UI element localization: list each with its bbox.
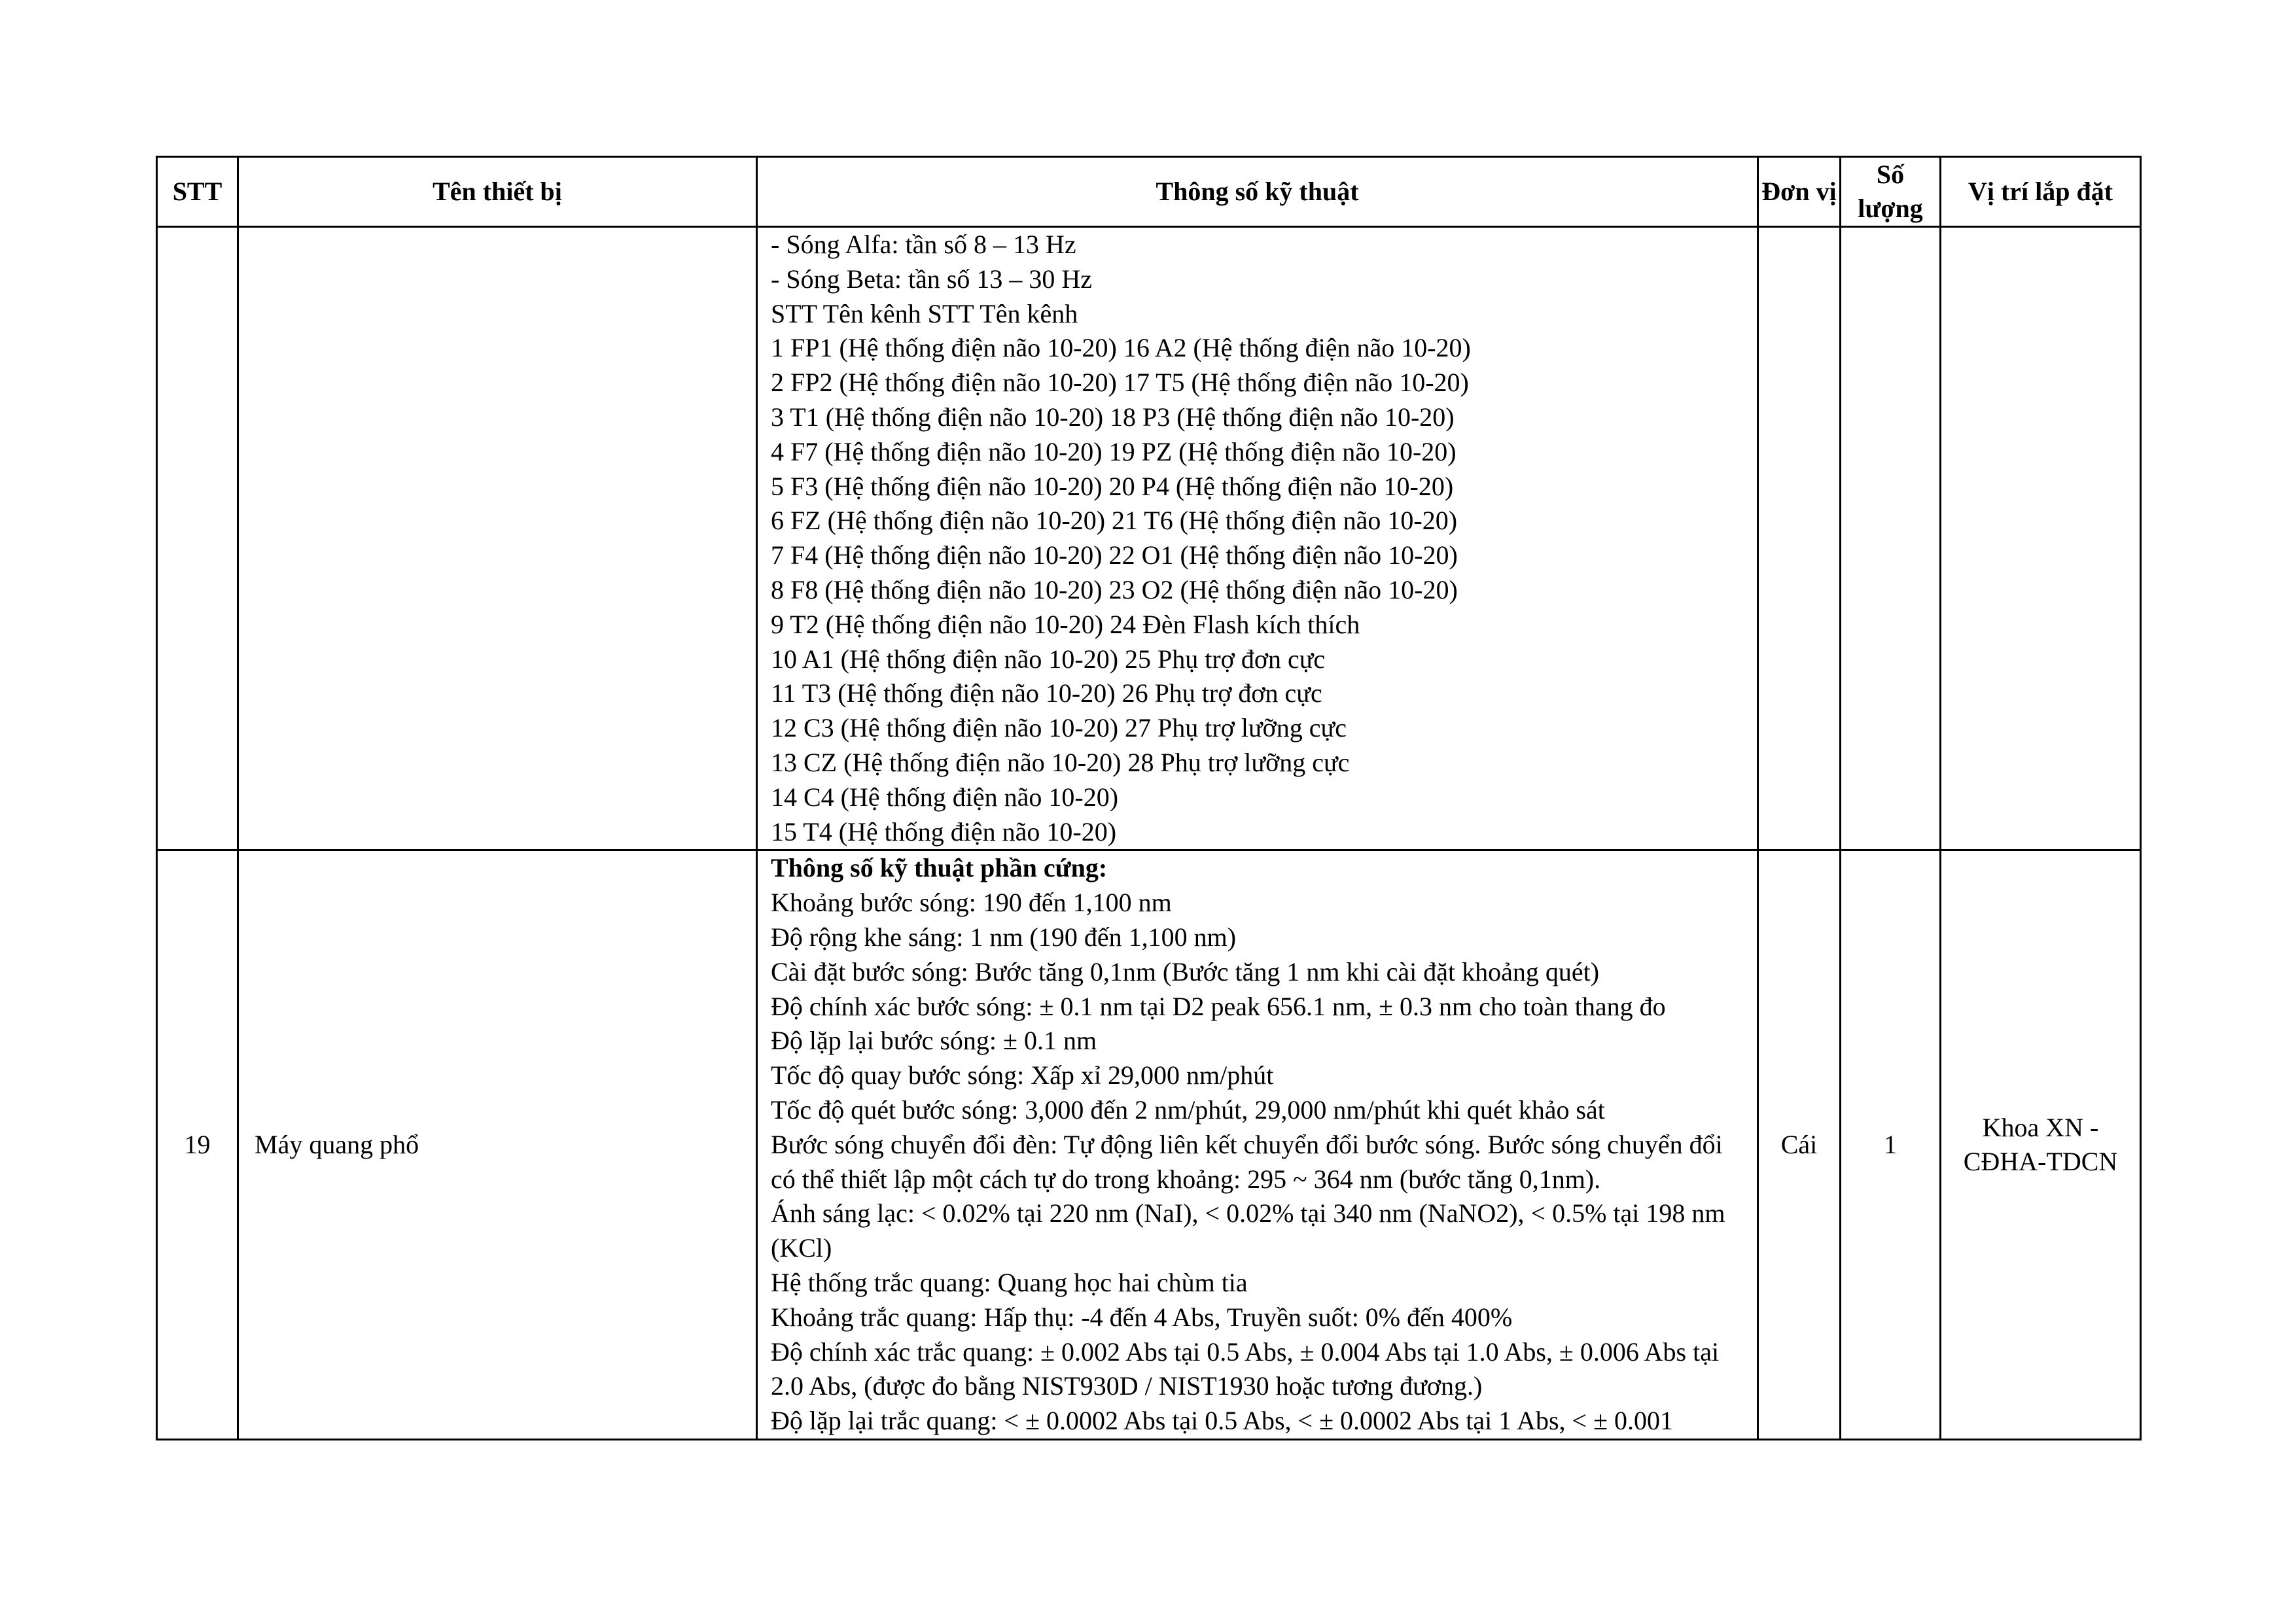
cell-install-location: Khoa XN - CĐHA-TDCN (1941, 850, 2141, 1440)
spec-heading: Thông số kỹ thuật phần cứng: (771, 853, 1108, 883)
spec-line: 2 FP2 (Hệ thống điện não 10-20) 17 T5 (Hệ thống điện não 10-20) (771, 368, 1469, 398)
spec-line: 9 T2 (Hệ thống điện não 10-20) 24 Đèn Flash kích thích (771, 609, 1360, 639)
cell-stt (157, 227, 238, 850)
table-header-row (157, 157, 2141, 227)
cell-device-name: Máy quang phổ (238, 850, 757, 1440)
spec-line: 3 T1 (Hệ thống điện não 10-20) 18 P3 (Hệ thống điện não 10-20) (771, 402, 1455, 432)
table-row (157, 227, 2141, 850)
spec-line: Tốc độ quay bước sóng: Xấp xỉ 29,000 nm/phút (771, 1060, 1274, 1091)
cell-specifications (757, 850, 1758, 1440)
spec-line: Độ lặp lại bước sóng: ± 0.1 nm (771, 1026, 1097, 1056)
spec-line: - Sóng Alfa: tần số 8 – 13 Hz (771, 230, 1076, 259)
spec-line: 8 F8 (Hệ thống điện não 10-20) 23 O2 (Hệ thống điện não 10-20) (771, 574, 1458, 604)
spec-line: Độ chính xác trắc quang: ± 0.002 Abs tại 0.5 Abs, ± 0.004 Abs tại 1.0 Abs, ± 0.006 Abs tại 2.0 Abs, (được đo bằng NIST930D / NIST1930 hoặc tương đương.) (771, 1336, 1720, 1401)
spec-line: 1 FP1 (Hệ thống điện não 10-20) 16 A2 (Hệ thống điện não 10-20) (771, 333, 1471, 363)
spec-line: STT Tên kênh STT Tên kênh (771, 298, 1078, 328)
spec-line: Tốc độ quét bước sóng: 3,000 đến 2 nm/phút, 29,000 nm/phút khi quét khảo sát (771, 1094, 1605, 1125)
equipment-spec-table (156, 156, 2142, 1440)
table-row (157, 850, 2141, 1440)
spec-line: 6 FZ (Hệ thống điện não 10-20) 21 T6 (Hệ thống điện não 10-20) (771, 506, 1458, 536)
spec-line: Ánh sáng lạc: < 0.02% tại 220 nm (NaI), < 0.02% tại 340 nm (NaNO2), < 0.5% tại 198 nm (KCl) (771, 1198, 1725, 1263)
spec-line: Cài đặt bước sóng: Bước tăng 0,1nm (Bước tăng 1 nm khi cài đặt khoảng quét) (771, 956, 1600, 986)
spec-line: 5 F3 (Hệ thống điện não 10-20) 20 P4 (Hệ thống điện não 10-20) (771, 471, 1454, 501)
spec-line: - Sóng Beta: tần số 13 – 30 Hz (771, 264, 1093, 294)
cell-device-name (238, 227, 757, 850)
spec-line: Hệ thống trắc quang: Quang học hai chùm tia (771, 1267, 1248, 1297)
spec-line: 11 T3 (Hệ thống điện não 10-20) 26 Phụ trợ đơn cực (771, 678, 1322, 708)
spec-line: Khoảng trắc quang: Hấp thụ: -4 đến 4 Abs, Truyền suốt: 0% đến 400% (771, 1302, 1513, 1332)
cell-unit (1758, 227, 1841, 850)
spec-line: 14 C4 (Hệ thống điện não 10-20) (771, 782, 1119, 812)
cell-quantity: 1 (1841, 850, 1941, 1440)
cell-stt: 19 (157, 850, 238, 1440)
spec-line: Độ chính xác bước sóng: ± 0.1 nm tại D2 peak 656.1 nm, ± 0.3 nm cho toàn thang đo (771, 991, 1666, 1021)
cell-specifications (757, 227, 1758, 850)
cell-quantity (1841, 227, 1941, 850)
header-install-location: Vị trí lắp đặt (1941, 157, 2141, 227)
header-quantity: Số lượng (1841, 157, 1941, 227)
spec-line: 13 CZ (Hệ thống điện não 10-20) 28 Phụ trợ lưỡng cực (771, 747, 1350, 777)
spec-line: 12 C3 (Hệ thống điện não 10-20) 27 Phụ trợ lưỡng cực (771, 713, 1347, 743)
cell-install-location (1941, 227, 2141, 850)
spec-line: Độ lặp lại trắc quang: < ± 0.0002 Abs tại 0.5 Abs, < ± 0.0002 Abs tại 1 Abs, < ± 0.001 (771, 1406, 1674, 1436)
spec-line: 10 A1 (Hệ thống điện não 10-20) 25 Phụ trợ đơn cực (771, 644, 1326, 674)
spec-line: 7 F4 (Hệ thống điện não 10-20) 22 O1 (Hệ thống điện não 10-20) (771, 540, 1458, 570)
spec-line: Độ rộng khe sáng: 1 nm (190 đến 1,100 nm) (771, 922, 1237, 952)
cell-unit: Cái (1758, 850, 1841, 1440)
spec-line: Khoảng bước sóng: 190 đến 1,100 nm (771, 888, 1172, 918)
header-specifications: Thông số kỹ thuật (757, 157, 1758, 227)
header-stt: STT (157, 157, 238, 227)
spec-line: 4 F7 (Hệ thống điện não 10-20) 19 PZ (Hệ thống điện não 10-20) (771, 436, 1457, 466)
header-unit: Đơn vị (1758, 157, 1841, 227)
header-device-name: Tên thiết bị (238, 157, 757, 227)
spec-line: 15 T4 (Hệ thống điện não 10-20) (771, 816, 1117, 846)
spec-line: Bước sóng chuyển đổi đèn: Tự động liên kết chuyển đổi bước sóng. Bước sóng chuyển đổi có thể thiết lập một cách tự do trong khoảng: 295 ~ 364 nm (bước tăng 0,1nm). (771, 1129, 1723, 1194)
